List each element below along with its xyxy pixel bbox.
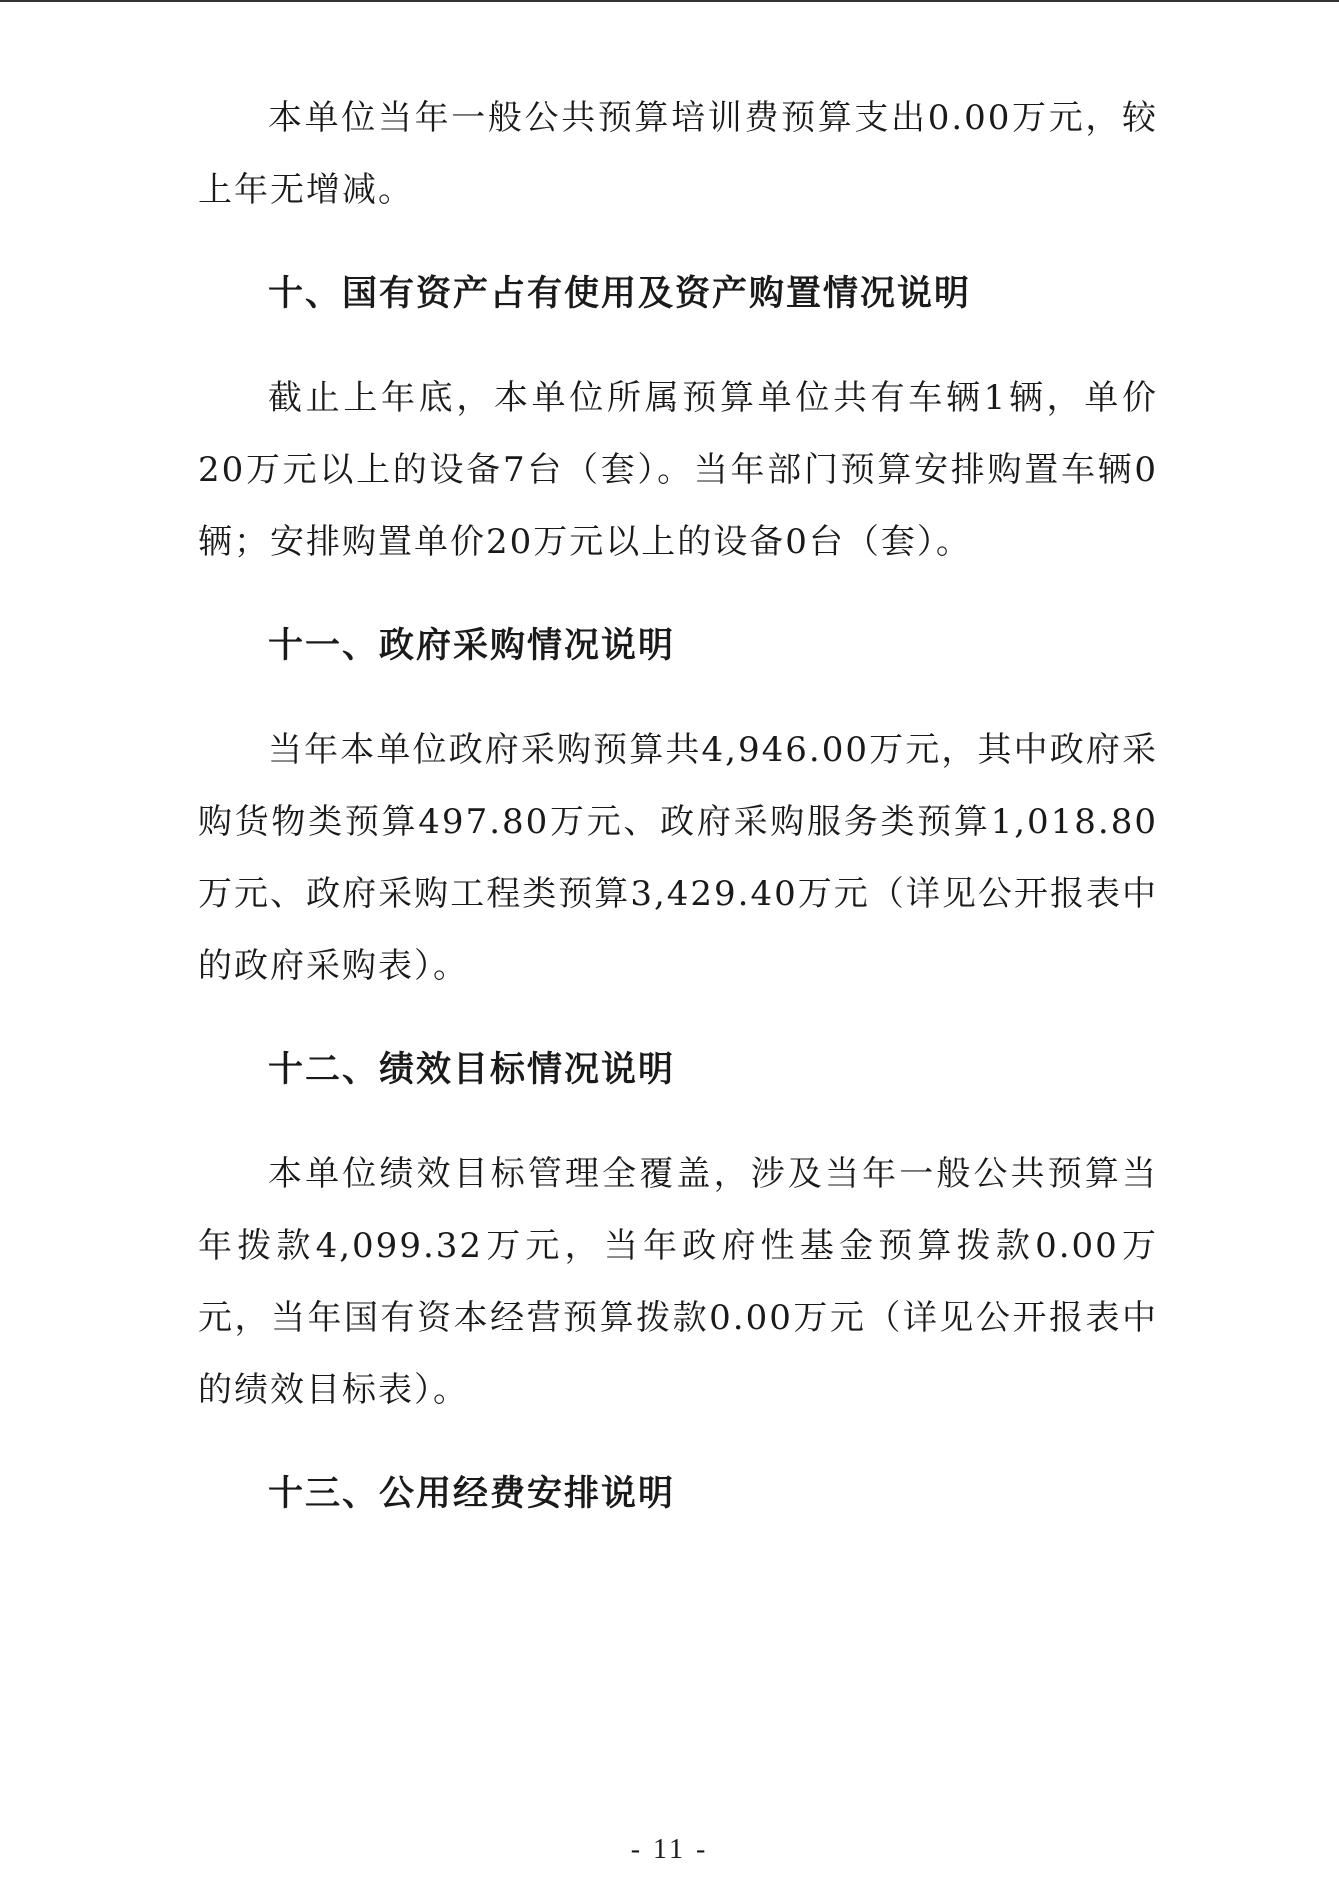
paragraph-training-fee: 本单位当年一般公共预算培训费预算支出0.00万元，较上年无增减。: [198, 98, 1158, 210]
paragraph-assets: 截止上年底，本单位所属预算单位共有车辆1辆，单价20万元以上的设备7台（套）。当年部门预算安排购置车辆0辆；安排购置单价20万元以上的设备0台（套）。: [198, 378, 1158, 562]
paragraph-spacer: [198, 682, 1158, 714]
paragraph-performance: 本单位绩效目标管理全覆盖，涉及当年一般公共预算当年拨款4,099.32万元，当年政府性基金预算拨款0.00万元，当年国有资本经营预算拨款0.00万元（详见公开报表中的绩效目标表）。: [198, 1154, 1158, 1410]
paragraph-procurement: 当年本单位政府采购预算共4,946.00万元，其中政府采购货物类预算497.80万元、政府采购服务类预算1,018.80万元、政府采购工程类预算3,429.40万元（详见公开报表中的政府采购表）。: [198, 730, 1158, 986]
section-heading-public-funds: 十三、公用经费安排说明: [268, 1474, 676, 1514]
paragraph-spacer: [198, 1002, 1158, 1034]
paragraph-spacer: [198, 226, 1158, 258]
paragraph-spacer: [198, 1106, 1158, 1138]
section-heading-procurement: 十一、政府采购情况说明: [268, 626, 676, 666]
page-number: - 11 -: [630, 1834, 709, 1865]
paragraph-spacer: [198, 1426, 1158, 1458]
section-heading-performance: 十二、绩效目标情况说明: [268, 1050, 676, 1090]
document-body: [198, 82, 1158, 1530]
section-heading-assets: 十、国有资产占有使用及资产购置情况说明: [268, 274, 972, 314]
paragraph-spacer: [198, 330, 1158, 362]
paragraph-spacer: [198, 578, 1158, 610]
